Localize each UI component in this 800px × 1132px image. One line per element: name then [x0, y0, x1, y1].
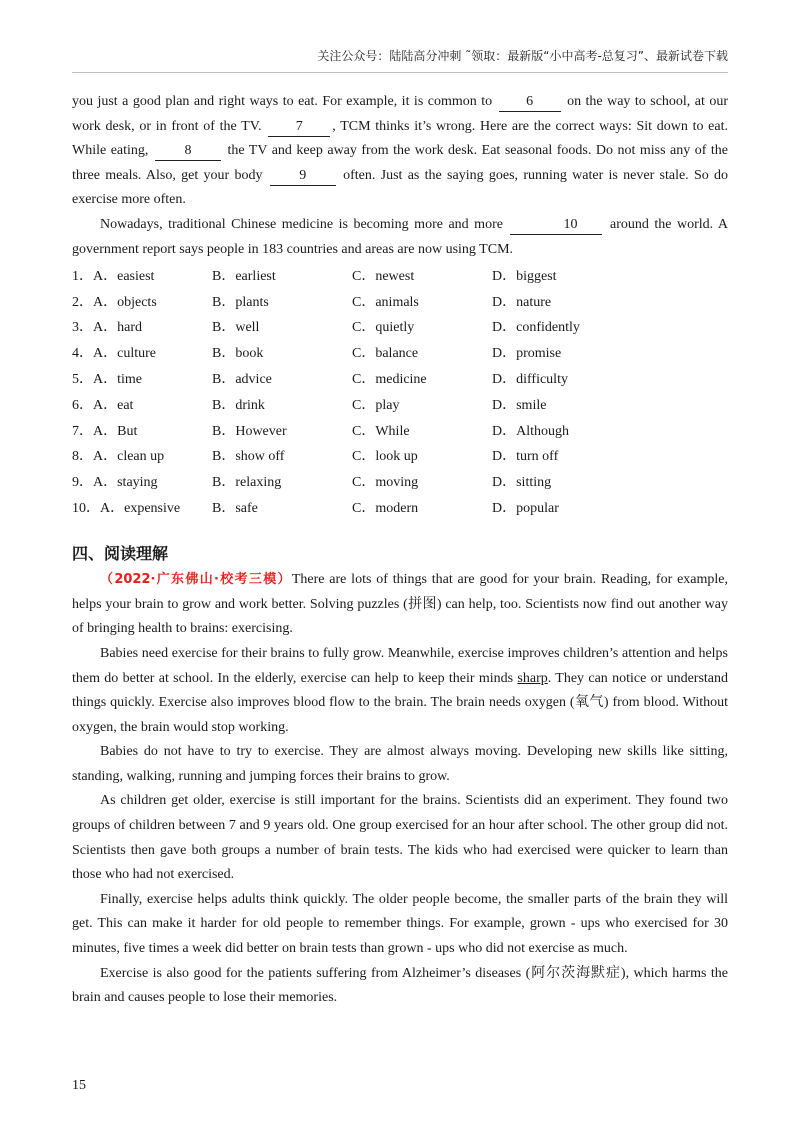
- option-row: [72, 445, 728, 471]
- question-number: 2．: [72, 294, 93, 310]
- blank-7: 7: [268, 118, 330, 137]
- option-row: [72, 471, 728, 497]
- page-number: 15: [72, 1078, 86, 1093]
- header-divider: [72, 72, 728, 73]
- question-number: 7．: [72, 423, 93, 439]
- option-a: A．clean up: [93, 449, 165, 465]
- option-b: B．advice: [212, 371, 272, 387]
- option-d: D．confidently: [492, 320, 580, 336]
- option-c: C．quietly: [352, 320, 415, 336]
- option-b: B．earliest: [212, 268, 276, 284]
- question-number: 1．: [72, 268, 93, 284]
- option-a: A．objects: [93, 294, 157, 310]
- text-segment: Nowadays, traditional Chinese medicine is becoming more and more: [100, 216, 503, 232]
- text-segment: on the way to school, at our work desk, or in front of the TV.: [72, 94, 729, 134]
- option-c: C．play: [352, 397, 400, 413]
- text-segment: There are lots of things that are good for your brain. Reading, for example, helps your brain to grow and work better. Solving puzzles (拼图) can help, too. Scientists now find out another way of bringing health to brains: exercising.: [72, 572, 728, 637]
- option-row: [72, 393, 728, 419]
- underlined-word: sharp: [517, 670, 548, 686]
- option-d: D．turn off: [492, 449, 559, 465]
- option-a: A．eat: [93, 397, 134, 413]
- option-b: B．relaxing: [212, 475, 282, 491]
- option-row: [72, 316, 728, 342]
- text-segment: , TCM thinks it’s wrong. Here are the correct ways: Sit down to eat. While eating,: [72, 118, 728, 159]
- document-body: [72, 90, 728, 1011]
- option-b: B．drink: [212, 397, 265, 413]
- option-b: B．However: [212, 423, 287, 439]
- option-a: A．time: [93, 371, 142, 387]
- option-d: D．promise: [492, 346, 562, 362]
- reading-paragraph-5: Finally, exercise helps adults think quickly. The older people become, the smaller parts of the brain they will get. This can make it harder for old people to remember things. For example, grown - ups who exercised for 30 minutes, five times a week did better on brain tests than grown - ups who did not exercise as much.: [72, 891, 728, 957]
- option-row: [72, 367, 728, 393]
- option-a: A．easiest: [93, 268, 155, 284]
- option-b: B．safe: [212, 500, 258, 516]
- question-number: 3．: [72, 320, 93, 336]
- option-d: D．smile: [492, 397, 547, 413]
- source-label: （2022·广东佛山·校考三模）: [100, 572, 292, 588]
- option-a: A．But: [93, 423, 138, 439]
- option-a: A．hard: [93, 320, 142, 336]
- text-segment: Babies need exercise for their brains to fully grow. Meanwhile, exercise improves children’s attention and helps them do better at school. In the elderly, exercise can help to keep their minds: [72, 645, 728, 686]
- option-c: C．newest: [352, 268, 415, 284]
- option-row: [72, 496, 728, 522]
- question-number: 6．: [72, 397, 93, 413]
- option-d: D．biggest: [492, 268, 557, 284]
- option-d: D．Although: [492, 423, 569, 439]
- option-c: C．modern: [352, 500, 419, 516]
- text-segment: . They can notice or understand things quickly. Exercise also improves blood flow to the brain. The brain needs oxygen (氧气) from blood. Without oxygen, the brain would stop working.: [72, 670, 728, 735]
- text-segment: around the world. A government report says people in 183 countries and areas are now using TCM.: [72, 216, 729, 257]
- question-number: 4．: [72, 346, 93, 362]
- reading-paragraph-1: [72, 568, 728, 642]
- option-d: D．nature: [492, 294, 552, 310]
- cloze-paragraph-2: [72, 213, 728, 262]
- option-c: C．medicine: [352, 371, 427, 387]
- text-segment: often. Just as the saying goes, running water is never stale. So do exercise more often.: [72, 167, 729, 208]
- question-number: 8．: [72, 449, 93, 465]
- option-row: [72, 290, 728, 316]
- text-segment: the TV and keep away from the work desk. Eat seasonal foods. Do not miss any of the three meals. Also, get your body: [72, 143, 729, 183]
- blank-6: 6: [499, 93, 561, 112]
- options-list: [72, 264, 728, 522]
- option-row: [72, 342, 728, 368]
- page-header: 关注公众号：陆陆高分冲刺 ˜领取：最新版“小中高考-总复习”、最新试卷下载: [317, 49, 728, 63]
- text-segment: you just a good plan and right ways to eat. For example, it is common to: [72, 94, 493, 109]
- option-a: A．culture: [93, 346, 156, 362]
- blank-8: 8: [155, 142, 221, 161]
- option-row: [72, 419, 728, 445]
- cloze-paragraph-1: [72, 90, 728, 213]
- option-d: D．difficulty: [492, 371, 568, 387]
- section-title: 四、阅读理解: [72, 544, 169, 564]
- reading-paragraph-3: Babies do not have to try to exercise. They are almost always moving. Developing new skills like sitting, standing, walking, running and jumping forces their brains to grow.: [72, 744, 728, 784]
- option-c: C．look up: [352, 449, 418, 465]
- option-b: B．book: [212, 346, 264, 362]
- option-b: B．well: [212, 320, 260, 336]
- option-b: B．plants: [212, 294, 269, 310]
- question-number: 10．: [72, 500, 100, 516]
- option-c: C．While: [352, 423, 410, 439]
- reading-paragraph-4: As children get older, exercise is still important for the brains. Scientists did an experiment. They found two groups of children between 7 and 9 years old. One group exercised for an hour after school. The other group did not. Scientists then gave both groups a number of brain tests. The kids who had exercised were quicker to learn than those who had not exercised.: [72, 793, 728, 883]
- reading-paragraph-2: [72, 642, 728, 740]
- option-c: C．animals: [352, 294, 419, 310]
- question-number: 9．: [72, 475, 93, 491]
- question-number: 5．: [72, 371, 93, 387]
- option-row: [72, 264, 728, 290]
- option-a: A．staying: [93, 475, 158, 491]
- blank-10: 10: [510, 216, 602, 235]
- option-d: D．sitting: [492, 475, 552, 491]
- reading-paragraph-6: Exercise is also good for the patients suffering from Alzheimer’s diseases (阿尔茨海默症), which harms the brain and causes people to lose their memories.: [72, 965, 728, 1006]
- option-d: D．popular: [492, 500, 559, 516]
- option-a: A．expensive: [100, 500, 181, 516]
- option-b: B．show off: [212, 449, 285, 465]
- blank-9: 9: [270, 167, 336, 186]
- option-c: C．balance: [352, 346, 419, 362]
- option-c: C．moving: [352, 475, 419, 491]
